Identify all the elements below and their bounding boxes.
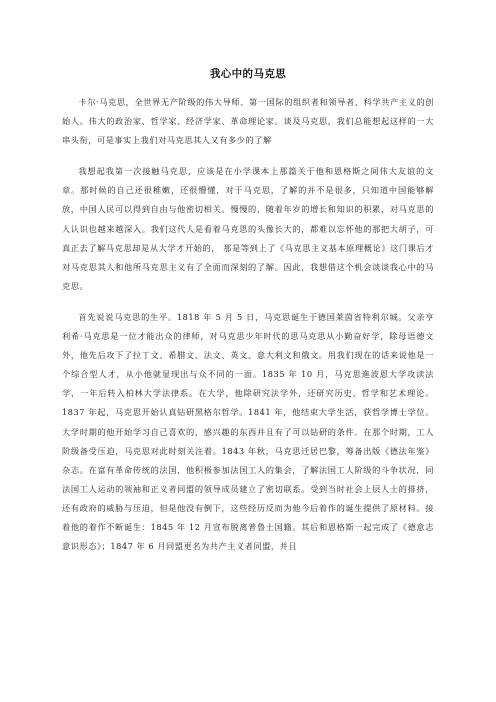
- paragraph-intro: 卡尔·马克思，全世界无产阶级的伟大导师、第一国际的组织者和领导者、科学共产主义的创始人。伟大的政治家、哲学家、经济学家、革命理论家。谈及马克思，我们总能想起这样的一大串头衔，可是事实上我们对马克思其人又有多少的了解: [62, 97, 434, 146]
- document-title: 我心中的马克思: [209, 68, 287, 80]
- document-body: [62, 93, 434, 556]
- paragraph-first-encounter: 我想起我第一次接触马克思，应该是在小学课本上那篇关于他和恩格斯之间伟大友谊的文章。那时候的自己还很稚嫩，还很懵懂，对于马克思，了解的并不是很多，只知道中国能够解放，中国人民可以得到自由与他密切相关。慢慢的，随着年岁的增长和知识的积累，对马克思的人认识也越来越深入。我们这代人是看着马克思的头像长大的，都难以忘怀他的那把大胡子，可真正去了解马克思却是从大学才开始的， 那是等到上了《马克思主义基本原理概论》这门课后才对马克思其人和他所马克思主义有了全面而深刻的了解。因此，我想借这个机会谈谈我心中的马克思。: [62, 166, 434, 291]
- paragraph-biography: 首先说说马克思的生平。1818 年 5 月 5 日，马克思诞生于德国莱茵省特利尔城。父亲亨利希·马克思是一位才能出众的律师，对马克思少年时代的思马克思从小勤奋好学，除母语德文外，他先后攻下了拉丁文、希腊文、法文、英文、意大利文和俄文。用我们现在的话来说他是一个综合型人才，从小他就显现出与众不同的一面。1835 年 10 月，马克思進波恩大学攻读法学，一年后转入柏林大学法律系。在大学，他除研究法学外，还研究历史、哲学和艺术理论。1837 年起，马克思开始认真钻研黑格尔哲学。1841 年，他结束大学生活，获哲学博士学位。大学时期的他开始学习自己喜欢的，感兴趣的东西并且有了可以钻研的条件。在那个时期，工人阶级备受压迫，马克思对此时刻关注着。1843 年秋，马克思迁居巴黎，筹备出版《德法年鉴》杂志。在富有革命传统的法国，他积极参加法国工人的集会，了解法国工人阶级的斗争状况，同法国工人运动的领袖和正义者同盟的领导成员建立了密切联系。受到当时社会上层人士的排挤，还有政府的威胁与压迫，但是他没有倒下，这些经历反而为他今后着作的诞生提供了原材料。接着他的着作不断诞生：1845 年 12 月宣布脱离普鲁士国籍。其后和恩格斯一起完成了《德意志意识形态》；1847 年 6 月同盟更名为共产主义者同盟，并且: [62, 311, 434, 552]
